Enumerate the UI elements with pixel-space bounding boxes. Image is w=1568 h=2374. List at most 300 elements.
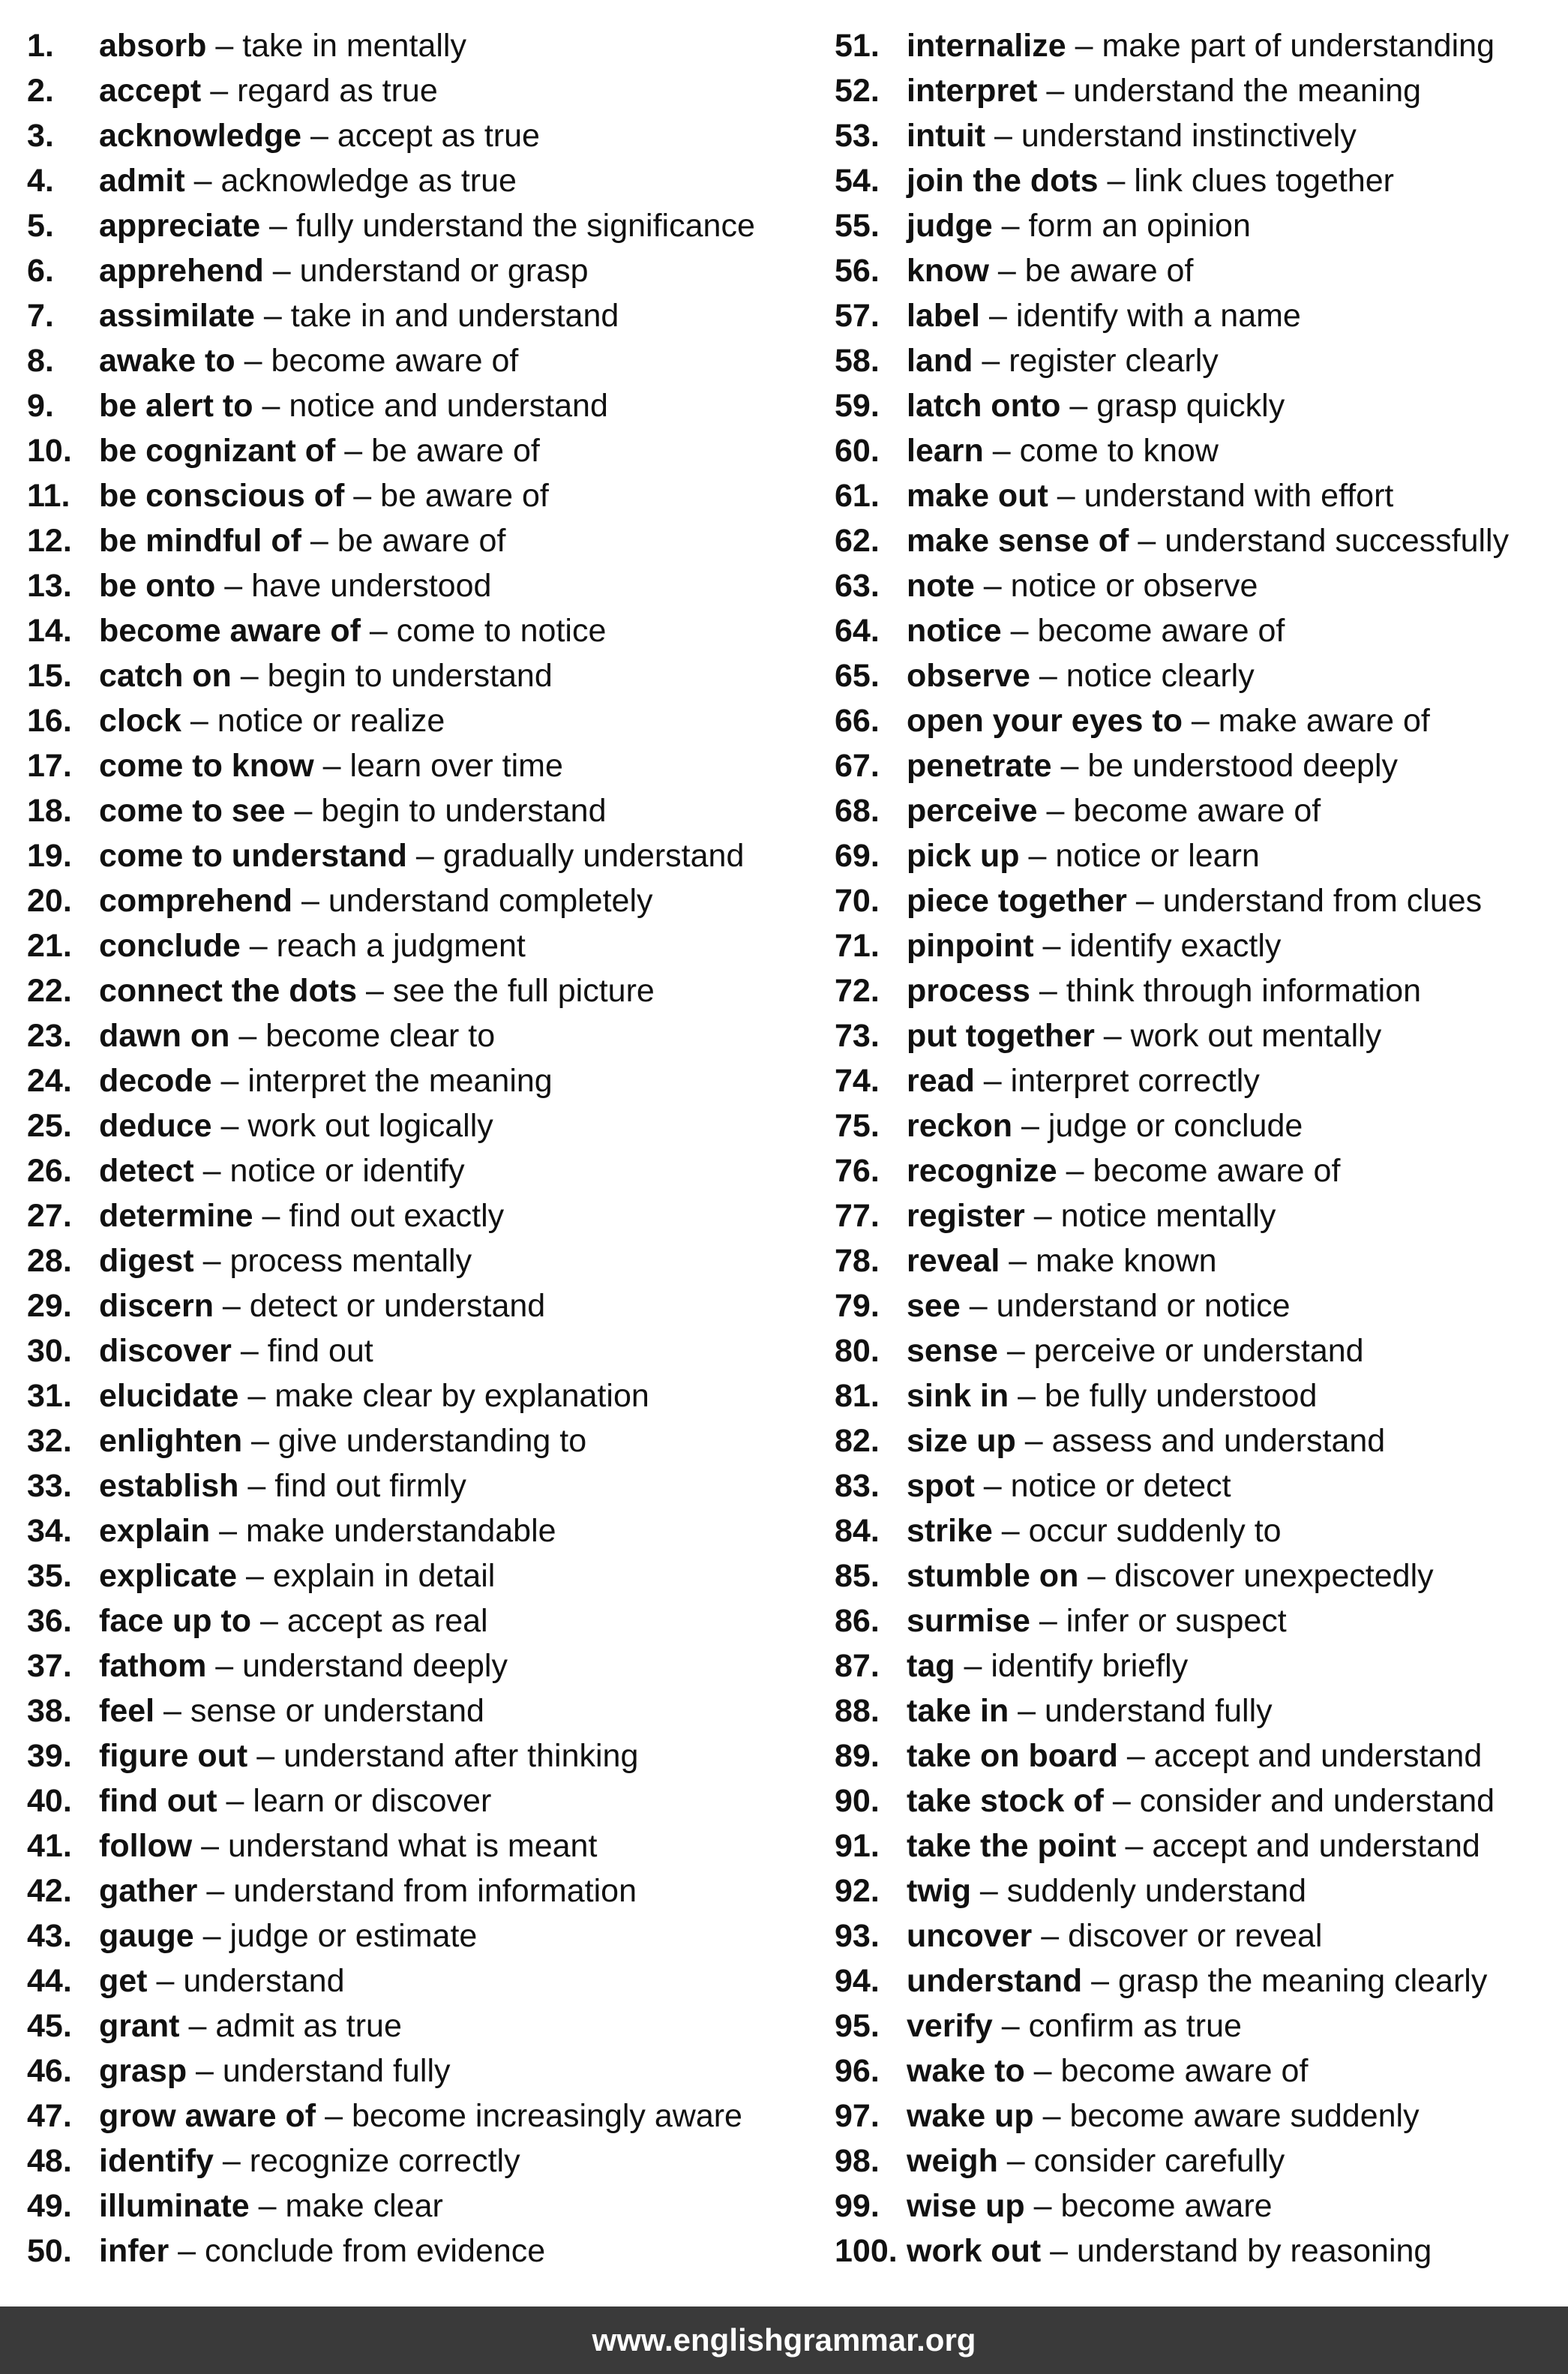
entry-separator: – [992, 208, 1029, 244]
entry-number: 67. [835, 748, 880, 784]
entry-separator: – [253, 388, 289, 424]
entry-number: 6. [27, 253, 54, 289]
entry-definition: assess and understand [1051, 1423, 1386, 1459]
entry-definition: understand successfully [1165, 523, 1510, 559]
entry-number: 32. [27, 1423, 72, 1459]
entry-definition: understand from information [233, 1873, 637, 1909]
entry-separator: – [1041, 2233, 1077, 2269]
entry-separator: – [1030, 1603, 1066, 1639]
entry-definition: admit as true [215, 2008, 402, 2044]
list-item [835, 68, 1555, 113]
entry-separator: – [181, 703, 217, 739]
entry-number: 96. [835, 2053, 880, 2089]
entry-number: 26. [27, 1153, 72, 1189]
entry-word: land [907, 343, 973, 379]
entry-word: pinpoint [907, 928, 1034, 964]
entry-number: 17. [27, 748, 72, 784]
entry-word: make out [907, 478, 1048, 514]
list-item [835, 1238, 1555, 1283]
list-item [835, 1463, 1555, 1508]
entry-definition: come to notice [396, 613, 607, 649]
list-item [835, 1823, 1555, 1868]
list-item [835, 743, 1555, 788]
entry-word: reckon [907, 1108, 1013, 1144]
entry-word: wake to [907, 2053, 1025, 2089]
entry-definition: become aware of [1073, 793, 1321, 829]
entry-separator: – [997, 1333, 1034, 1369]
list-item [27, 698, 807, 743]
entry-word: be cognizant of [99, 433, 336, 469]
list-item [835, 2183, 1555, 2228]
entry-word: establish [99, 1468, 239, 1504]
list-item [27, 1508, 807, 1553]
entry-number: 41. [27, 1828, 72, 1864]
entry-separator: – [1000, 1243, 1036, 1279]
entry-word: fathom [99, 1648, 207, 1684]
entry-number: 78. [835, 1243, 880, 1279]
entry-number: 85. [835, 1558, 880, 1594]
entry-definition: perceive or understand [1033, 1333, 1364, 1369]
list-item [835, 2003, 1555, 2048]
entry-definition: work out mentally [1130, 1018, 1382, 1054]
entry-number: 56. [835, 253, 880, 289]
entry-separator: – [406, 838, 443, 874]
entry-definition: confirm as true [1028, 2008, 1242, 2044]
entry-number: 45. [27, 2008, 72, 2044]
entry-word: wise up [907, 2188, 1025, 2224]
entry-separator: – [1024, 1198, 1061, 1234]
entry-number: 73. [835, 1018, 880, 1054]
entry-separator: – [238, 1378, 275, 1414]
entry-word: deduce [99, 1108, 212, 1144]
entry-number: 42. [27, 1873, 72, 1909]
entry-word: figure out [99, 1738, 248, 1774]
entry-word: feel [99, 1693, 155, 1729]
entry-number: 91. [835, 1828, 880, 1864]
entry-word: comprehend [99, 883, 293, 919]
list-item [27, 2048, 807, 2093]
entry-separator: – [179, 2008, 216, 2044]
entry-separator: – [154, 1693, 190, 1729]
entry-separator: – [193, 1243, 230, 1279]
entry-number: 51. [835, 28, 880, 64]
entry-word: dawn on [99, 1018, 230, 1054]
entry-definition: identify exactly [1069, 928, 1282, 964]
entry-separator: – [974, 1063, 1011, 1099]
entry-definition: understand completely [328, 883, 653, 919]
entry-word: be onto [99, 568, 216, 604]
entry-word: size up [907, 1423, 1016, 1459]
entry-number: 13. [27, 568, 72, 604]
list-item [835, 653, 1555, 698]
list-item [27, 293, 807, 338]
entry-definition: identify briefly [991, 1648, 1189, 1684]
list-item [27, 113, 807, 158]
list-item [27, 383, 807, 428]
entry-number: 57. [835, 298, 880, 334]
entry-definition: understand what is meant [228, 1828, 598, 1864]
entry-number: 25. [27, 1108, 72, 1144]
entry-number: 90. [835, 1783, 880, 1819]
entry-number: 36. [27, 1603, 72, 1639]
entry-word: conclude [99, 928, 241, 964]
entry-word: uncover [907, 1918, 1033, 1954]
entry-number: 77. [835, 1198, 880, 1234]
entry-separator: – [1033, 2098, 1070, 2134]
list-item [27, 1688, 807, 1733]
list-item [27, 1418, 807, 1463]
entry-word: notice [907, 613, 1002, 649]
entry-word: decode [99, 1063, 212, 1099]
list-item [835, 1058, 1555, 1103]
entry-separator: – [187, 2053, 223, 2089]
entry-word: accept [99, 73, 202, 109]
footer-url[interactable]: www.englishgrammar.org [592, 2322, 976, 2357]
entry-definition: be aware of [380, 478, 549, 514]
list-item [835, 428, 1555, 473]
entry-separator: – [169, 2233, 205, 2269]
entry-word: connect the dots [99, 973, 358, 1009]
list-item [835, 1013, 1555, 1058]
entry-number: 68. [835, 793, 880, 829]
entry-word: come to understand [99, 838, 407, 874]
list-item [835, 1958, 1555, 2003]
entry-number: 12. [27, 523, 72, 559]
entry-separator: – [992, 2008, 1029, 2044]
entry-definition: acknowledge as true [220, 163, 517, 199]
entry-definition: process mentally [229, 1243, 472, 1279]
entry-number: 46. [27, 2053, 72, 2089]
entry-definition: notice or identify [229, 1153, 465, 1189]
entry-number: 83. [835, 1468, 880, 1504]
entry-separator: – [253, 1198, 289, 1234]
entry-word: recognize [907, 1153, 1057, 1189]
entry-word: catch on [99, 658, 232, 694]
entry-number: 3. [27, 118, 54, 154]
entry-definition: explain in detail [272, 1558, 496, 1594]
entry-separator: – [238, 1468, 275, 1504]
entry-separator: – [251, 1603, 287, 1639]
entry-number: 48. [27, 2143, 72, 2179]
entry-separator: – [1009, 1693, 1045, 1729]
entry-definition: be aware of [337, 523, 506, 559]
entry-definition: make aware of [1218, 703, 1430, 739]
entry-definition: recognize correctly [249, 2143, 520, 2179]
entry-definition: interpret correctly [1010, 1063, 1260, 1099]
entry-word: reveal [907, 1243, 1000, 1279]
entry-definition: be understood deeply [1087, 748, 1398, 784]
entry-number: 31. [27, 1378, 72, 1414]
entry-separator: – [285, 793, 322, 829]
entry-word: make sense of [907, 523, 1129, 559]
entry-definition: infer or suspect [1066, 1603, 1287, 1639]
list-item [27, 608, 807, 653]
entry-word: intuit [907, 118, 986, 154]
entry-definition: become aware of [1060, 2053, 1309, 2089]
entry-definition: become aware of [1037, 613, 1285, 649]
entry-word: grasp [99, 2053, 187, 2089]
entry-definition: discover unexpectedly [1114, 1558, 1434, 1594]
entry-definition: learn or discover [253, 1783, 492, 1819]
list-item [27, 1193, 807, 1238]
entry-separator: – [192, 1828, 229, 1864]
entry-number: 59. [835, 388, 880, 424]
entry-separator: – [974, 1468, 1011, 1504]
entry-separator: – [213, 2143, 250, 2179]
list-item [835, 1733, 1555, 1778]
entry-definition: make clear [285, 2188, 443, 2224]
entry-word: pick up [907, 838, 1020, 874]
entry-word: judge [907, 208, 993, 244]
entry-number: 70. [835, 883, 880, 919]
list-item [835, 473, 1555, 518]
entry-separator: – [1030, 973, 1066, 1009]
entry-word: take the point [907, 1828, 1117, 1864]
entry-separator: – [211, 1108, 248, 1144]
entry-word: spot [907, 1468, 975, 1504]
entry-definition: understand or notice [996, 1288, 1291, 1324]
list-item [27, 1823, 807, 1868]
entry-word: be alert to [99, 388, 253, 424]
entry-number: 94. [835, 1963, 880, 1999]
list-item [27, 1013, 807, 1058]
entry-definition: detect or understand [249, 1288, 546, 1324]
entry-definition: form an opinion [1028, 208, 1251, 244]
entry-number: 8. [27, 343, 54, 379]
entry-definition: become aware of [1093, 1153, 1341, 1189]
entry-word: register [907, 1198, 1025, 1234]
entry-separator: – [235, 343, 271, 379]
entry-definition: find out exactly [289, 1198, 505, 1234]
list-item [27, 1868, 807, 1913]
entry-word: find out [99, 1783, 217, 1819]
entry-number: 93. [835, 1918, 880, 1954]
entry-separator: – [231, 658, 268, 694]
entry-separator: – [974, 568, 1011, 604]
list-item [835, 1373, 1555, 1418]
entry-separator: – [237, 1558, 273, 1594]
entry-number: 87. [835, 1648, 880, 1684]
list-item [27, 788, 807, 833]
entry-word: sense [907, 1333, 998, 1369]
entry-definition: come to know [1019, 433, 1219, 469]
list-item [835, 113, 1555, 158]
entry-word: open your eyes to [907, 703, 1183, 739]
list-item [835, 1148, 1555, 1193]
entry-definition: conclude from evidence [205, 2233, 546, 2269]
entry-number: 47. [27, 2098, 72, 2134]
entry-word: verify [907, 2008, 993, 2044]
entry-definition: think through information [1066, 973, 1422, 1009]
entry-separator: – [193, 1918, 230, 1954]
entry-number: 84. [835, 1513, 880, 1549]
entry-definition: make part of understanding [1102, 28, 1495, 64]
list-item [835, 2228, 1555, 2273]
entry-separator: – [247, 1738, 284, 1774]
list-item [27, 1463, 807, 1508]
entry-definition: become increasingly aware [351, 2098, 742, 2134]
entry-number: 14. [27, 613, 72, 649]
entry-number: 4. [27, 163, 54, 199]
entry-number: 65. [835, 658, 880, 694]
entry-number: 33. [27, 1468, 72, 1504]
entry-word: weigh [907, 2143, 998, 2179]
entry-word: assimilate [99, 298, 255, 334]
entry-word: take on board [907, 1738, 1118, 1774]
entry-separator: – [1126, 883, 1163, 919]
entry-definition: be fully understood [1045, 1378, 1318, 1414]
entry-separator: – [1024, 2188, 1061, 2224]
entry-definition: have understood [251, 568, 492, 604]
list-item [27, 878, 807, 923]
entry-definition: take in and understand [290, 298, 619, 334]
entry-definition: begin to understand [267, 658, 553, 694]
list-item [835, 1103, 1555, 1148]
entry-definition: notice or detect [1010, 1468, 1231, 1504]
entry-separator: – [344, 478, 381, 514]
entry-definition: interpret the meaning [247, 1063, 553, 1099]
list-item [27, 653, 807, 698]
entry-number: 99. [835, 2188, 880, 2224]
entry-separator: – [229, 1018, 266, 1054]
entry-number: 97. [835, 2098, 880, 2134]
entry-word: explicate [99, 1558, 238, 1594]
entry-word: awake to [99, 343, 235, 379]
list-item [27, 1238, 807, 1283]
entry-definition: understand with effort [1084, 478, 1394, 514]
entry-definition: understand fully [222, 2053, 451, 2089]
entry-separator: – [357, 973, 393, 1009]
entry-definition: notice and understand [289, 388, 608, 424]
entry-separator: – [1015, 1423, 1052, 1459]
entry-definition: notice or observe [1010, 568, 1258, 604]
entry-number: 30. [27, 1333, 72, 1369]
entry-separator: – [997, 2143, 1034, 2179]
entry-word: come to know [99, 748, 314, 784]
entry-number: 21. [27, 928, 72, 964]
entry-number: 66. [835, 703, 880, 739]
entry-definition: consider and understand [1139, 1783, 1495, 1819]
list-item [27, 1058, 807, 1103]
list-item [835, 248, 1555, 293]
list-item [835, 968, 1555, 1013]
entry-word: identify [99, 2143, 214, 2179]
entry-separator: – [215, 568, 252, 604]
entry-number: 54. [835, 163, 880, 199]
entry-definition: find out firmly [274, 1468, 466, 1504]
entry-definition: grasp the meaning clearly [1117, 1963, 1488, 1999]
list-item [27, 1598, 807, 1643]
entry-number: 9. [27, 388, 54, 424]
entry-definition: understand instinctively [1021, 118, 1357, 154]
entry-separator: – [1078, 1558, 1115, 1594]
entry-separator: – [206, 1648, 243, 1684]
entry-definition: understand by reasoning [1076, 2233, 1432, 2269]
entry-separator: – [1116, 1828, 1153, 1864]
entry-definition: begin to understand [321, 793, 607, 829]
entry-word: piece together [907, 883, 1127, 919]
entry-separator: – [1082, 1963, 1118, 1999]
entry-number: 76. [835, 1153, 880, 1189]
entry-separator: – [1057, 1153, 1093, 1189]
entry-number: 62. [835, 523, 880, 559]
entry-definition: occur suddenly to [1028, 1513, 1282, 1549]
entry-definition: find out [267, 1333, 373, 1369]
entry-number: 74. [835, 1063, 880, 1099]
entry-number: 58. [835, 343, 880, 379]
list-item [835, 203, 1555, 248]
list-item [835, 1328, 1555, 1373]
entry-separator: – [240, 928, 277, 964]
list-item [27, 563, 807, 608]
entry-word: enlighten [99, 1423, 243, 1459]
list-item [27, 1553, 807, 1598]
entry-separator: – [1033, 928, 1070, 964]
entry-definition: take in mentally [242, 28, 466, 64]
list-item [835, 1913, 1555, 1958]
entry-definition: judge or conclude [1048, 1108, 1303, 1144]
entry-word: get [99, 1963, 148, 1999]
entry-separator: – [301, 523, 337, 559]
list-item [27, 2093, 807, 2138]
entry-word: work out [907, 2233, 1042, 2269]
entry-separator: – [1019, 838, 1056, 874]
entry-word: understand [907, 1963, 1083, 1999]
list-item [835, 1553, 1555, 1598]
entry-number: 2. [27, 73, 54, 109]
entry-number: 63. [835, 568, 880, 604]
list-item [27, 473, 807, 518]
word-list-right-column [835, 23, 1555, 2273]
entry-word: learn [907, 433, 984, 469]
list-item [27, 2003, 807, 2048]
entry-separator: – [1182, 703, 1219, 739]
entry-word: absorb [99, 28, 207, 64]
entry-separator: – [231, 1333, 268, 1369]
entry-number: 1. [27, 28, 54, 64]
entry-definition: notice mentally [1060, 1198, 1276, 1234]
entry-separator: – [242, 1423, 278, 1459]
entry-word: read [907, 1063, 975, 1099]
entry-number: 28. [27, 1243, 72, 1279]
list-item [835, 518, 1555, 563]
list-item [27, 833, 807, 878]
entry-word: twig [907, 1873, 971, 1909]
list-item [835, 878, 1555, 923]
list-item [27, 518, 807, 563]
entry-number: 64. [835, 613, 880, 649]
list-item [835, 338, 1555, 383]
entry-separator: – [1009, 1378, 1045, 1414]
entry-number: 22. [27, 973, 72, 1009]
entry-definition: accept as true [337, 118, 540, 154]
entry-number: 89. [835, 1738, 880, 1774]
entry-number: 11. [27, 478, 70, 514]
entry-definition: understand or grasp [299, 253, 589, 289]
entry-word: know [907, 253, 989, 289]
entry-separator: – [1098, 163, 1135, 199]
entry-definition: notice clearly [1066, 658, 1255, 694]
entry-number: 95. [835, 2008, 880, 2044]
footer-bar [0, 2306, 1568, 2374]
entry-definition: make known [1036, 1243, 1217, 1279]
entry-definition: accept as real [286, 1603, 488, 1639]
entry-number: 61. [835, 478, 880, 514]
entry-word: gauge [99, 1918, 194, 1954]
entry-number: 49. [27, 2188, 72, 2224]
entry-word: observe [907, 658, 1030, 694]
list-item [27, 1958, 807, 2003]
